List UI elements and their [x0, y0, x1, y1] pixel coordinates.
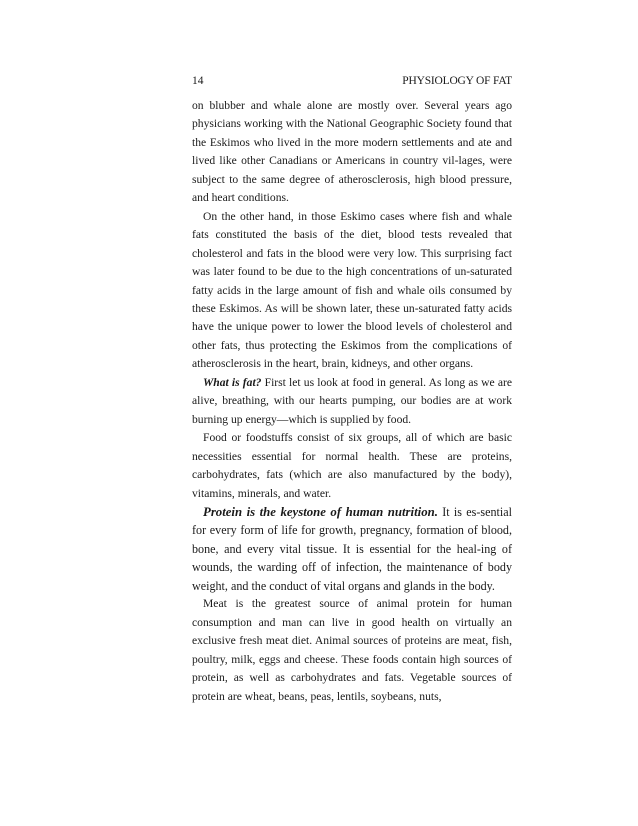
paragraph-eskimo-diet	[192, 208, 512, 374]
paragraph-what-is-fat	[192, 374, 512, 429]
paragraph-meat	[192, 595, 512, 706]
paragraph-food-groups	[192, 429, 512, 503]
running-head	[192, 72, 512, 90]
paragraph-lead-in: What is fat?	[203, 375, 262, 389]
paragraph-text: Food or foodstuffs consist of six groups, all of which are basic necessities essential for normal health. These are proteins, carbohydrates, fats (which are also manufactured by the body), vitamins, minerals, and water.	[192, 431, 512, 500]
paragraph-text: Meat is the greatest source of animal protein for human consumption and man can live in good health on virtually an exclusive fresh meat diet. Animal sources of proteins are meat, fish, poultry, milk, eggs and cheese. These foods contain high sources of protein, as well as carbohydrates and fats. Vegetable sources of protein are wheat, beans, peas, lentils, soybeans, nuts,	[192, 597, 512, 703]
paragraph-text: on blubber and whale alone are mostly over. Several years ago physicians working with the National Geographic Society found that the Eskimos who lived in the more modern settlements and ate and lived like other Canadians or Americans in country vil-lages, were subject to the same degree of atherosclerosis, high blood pressure, and heart conditions.	[192, 99, 512, 205]
paragraph-text: On the other hand, in those Eskimo cases where fish and whale fats constituted the basis of the diet, blood tests revealed that cholesterol and fats in the blood were very low. This surprising fact was later found to be due to the high concentrations of un-saturated fatty acids in the large amount of fish and whale oils consumed by these Eskimos. As will be shown later, these un-saturated fatty acids have the unique power to lower the blood levels of cholesterol and other fats, thus protecting the Eskimos from the complications of atherosclerosis in the heart, brain, kidneys, and other organs.	[192, 209, 512, 371]
paragraph-text: It is es-sential for every form of life for growth, pregnancy, formation of blood, bone, and every vital tissue. It is essential for the heal-ing of wounds, the warding off of infection, the maintenance of body weight, and the conduct of vital organs and glands in the body.	[192, 504, 512, 593]
page-number: 14	[192, 75, 204, 87]
paragraph-continuation	[192, 97, 512, 208]
paragraph-lead-in: Protein is the keystone of human nutrition.	[203, 504, 438, 519]
book-title: PHYSIOLOGY OF FAT	[402, 75, 512, 87]
body-text	[192, 97, 512, 706]
paragraph-protein	[192, 503, 512, 595]
paragraph-text: First let us look at food in general. As long as we are alive, breathing, with our hearts pumping, our bodies are at work burning up energy—which is supplied by food.	[192, 375, 512, 426]
